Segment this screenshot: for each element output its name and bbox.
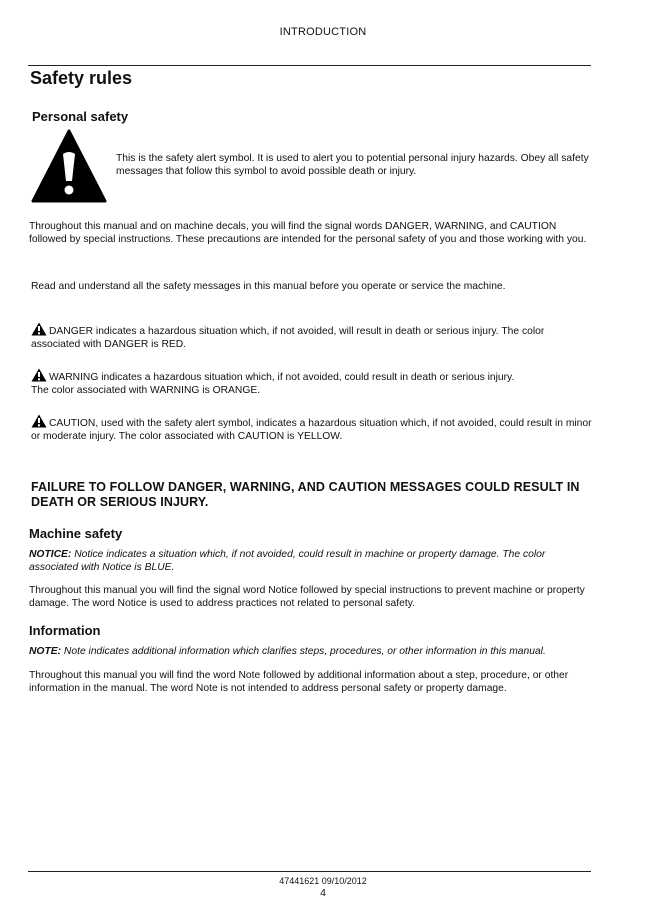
page-number: 4 [320,887,326,899]
header-divider [28,65,591,66]
warning-text-1: WARNING indicates a hazardous situation which, if not avoided, could result in death or serious injury. [49,372,515,383]
warning-text-2: The color associated with WARNING is ORANGE. [31,385,261,396]
warning-alert-icon [31,368,47,382]
notice-text: Notice indicates a situation which, if not avoided, could result in machine or property damage. The color associated with Notice is BLUE. [29,549,546,573]
information-paragraph: Throughout this manual you will find the word Note followed by additional information about a step, procedure, or other information in the manual. The word Note is not intended to address personal safety or property damage. [29,670,569,694]
machine-safety-heading: Machine safety [29,526,123,541]
footer-divider [28,871,591,872]
alert-symbol-text: This is the safety alert symbol. It is used to alert you to potential personal injury hazards. Obey all safety messages that follow this symbol to avoid possible death or injury. [116,153,589,177]
notice-paragraph [29,548,592,574]
danger-paragraph [31,322,591,351]
failure-warning: FAILURE TO FOLLOW DANGER, WARNING, AND CAUTION MESSAGES COULD RESULT IN DEATH OR SERIOUS INJURY. [31,480,580,509]
warning-paragraph [31,368,591,397]
note-text: Note indicates additional information which clarifies steps, procedures, or other information in this manual. [63,646,546,657]
machine-safety-paragraph: Throughout this manual you will find the signal word Notice followed by special instructions to prevent machine or property damage. The word Notice is used to address practices not related to personal safety. [29,585,585,609]
notice-label: NOTICE: [29,549,72,560]
document-number: 47441621 09/10/2012 [279,876,367,886]
note-label: NOTE: [29,646,62,657]
read-understand-paragraph: Read and understand all the safety messages in this manual before you operate or service the machine. [31,281,506,292]
danger-alert-icon [31,322,47,336]
caution-alert-icon [31,414,47,428]
information-heading: Information [29,623,101,638]
note-paragraph [29,645,592,658]
safety-alert-icon [31,128,107,204]
signal-words-paragraph: Throughout this manual and on machine decals, you will find the signal words DANGER, WARNING, and CAUTION followed by special instructions. These precautions are intended for the personal safety of you and those working with you. [29,221,587,245]
caution-text: CAUTION, used with the safety alert symbol, indicates a hazardous situation which, if not avoided, could result in minor or moderate injury. The color associated with CAUTION is YELLOW. [31,418,592,442]
personal-safety-heading: Personal safety [32,109,129,124]
caution-paragraph [31,414,593,443]
danger-text: DANGER indicates a hazardous situation which, if not avoided, will result in death or serious injury. The color associated with DANGER is RED. [31,326,545,350]
section-header: INTRODUCTION [279,26,367,38]
page-title: Safety rules [30,68,133,88]
